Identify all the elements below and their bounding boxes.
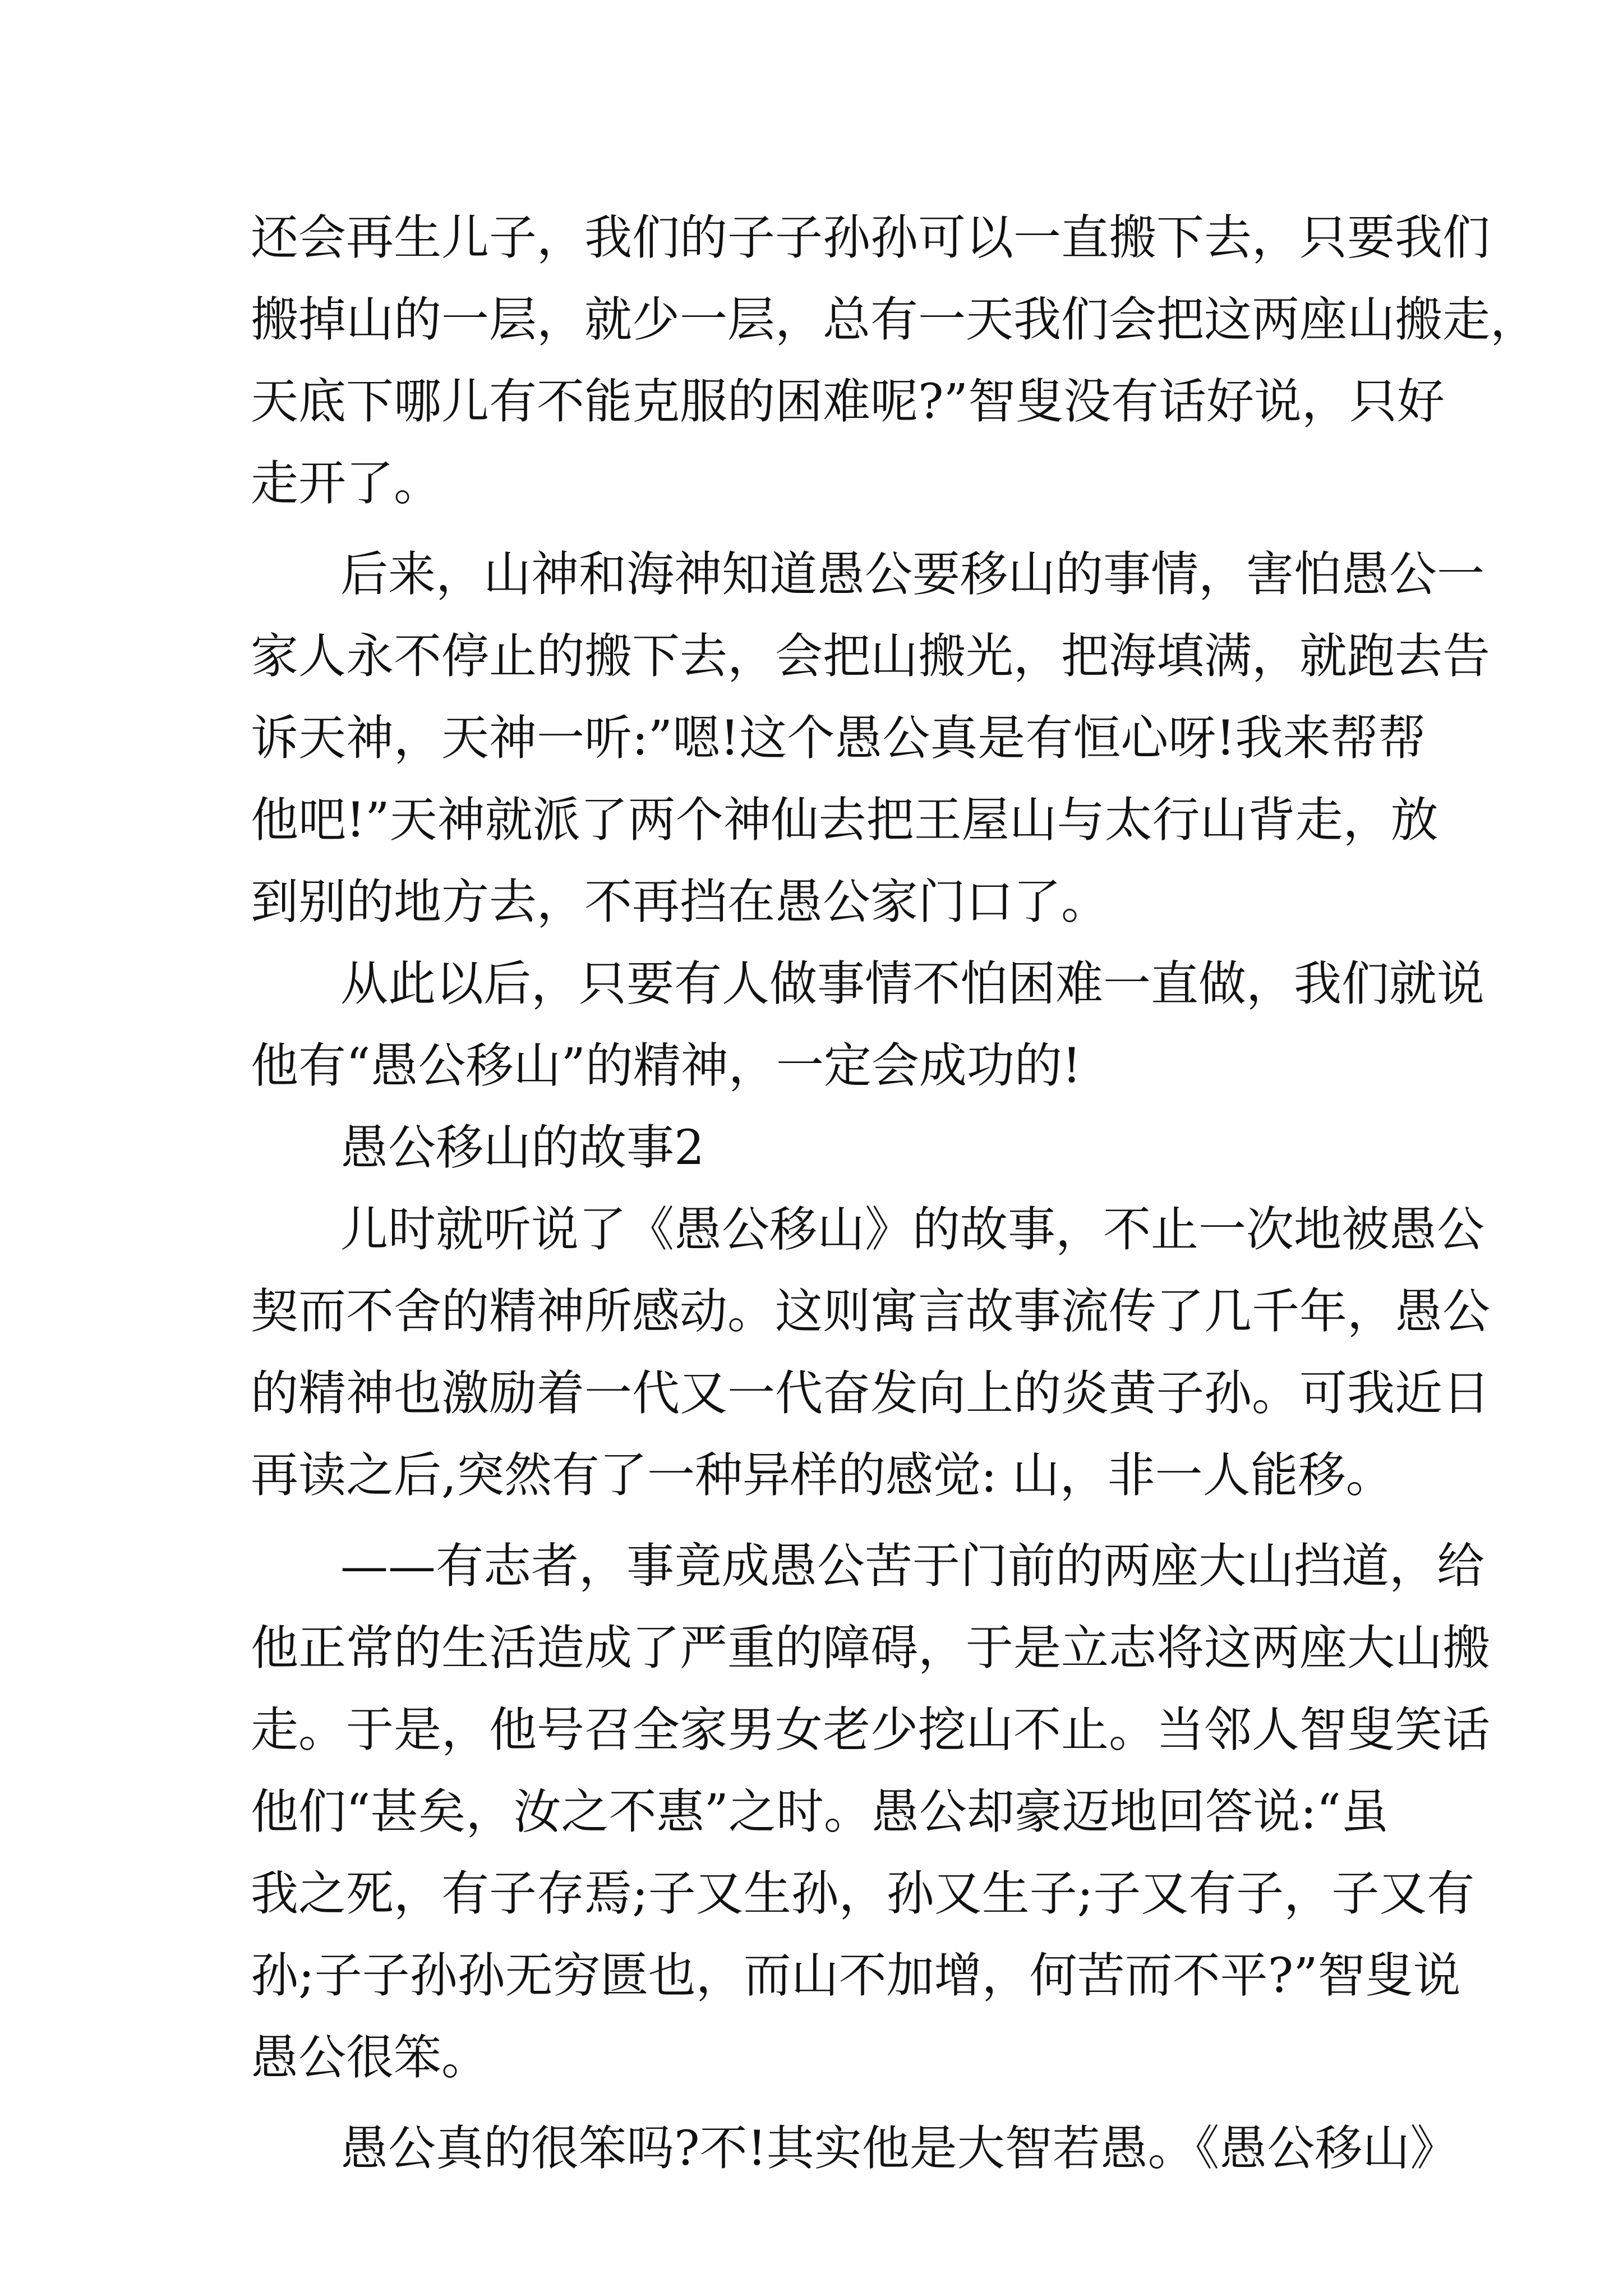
text-line: 他吧!”天神就派了两个神仙去把王屋山与太行山背走，放 [251, 793, 1438, 848]
text-line: 诉天神，天神一听:”嗯!这个愚公真是有恒心呀!我来帮帮 [251, 711, 1426, 766]
text-line: 家人永不停止的搬下去，会把山搬光，把海填满，就跑去告 [251, 629, 1491, 684]
text-line: 愚公很笨。 [251, 2030, 490, 2086]
text-line: 还会再生儿子，我们的子子孙孙可以一直搬下去，只要我们 [251, 210, 1491, 266]
paragraph-4 [251, 1189, 1491, 1517]
paragraph-3 [251, 944, 1485, 1107]
spacer [251, 525, 1389, 534]
text-line: 后来，山神和海神知道愚公要移山的事情，害怕愚公一 [340, 547, 1485, 602]
paragraph-5 [251, 1526, 1491, 2099]
text-line: 走。于是，他号召全家男女老少挖山不止。当邻人智叟笑话 [251, 1703, 1491, 1758]
text-line: 他有“愚公移山”的精神，一定会成功的! [251, 1038, 1082, 1094]
text-line: 我之死，有子存焉;子又生孙，孙又生子;子又有子，子又有 [251, 1866, 1475, 1922]
text-line: 从此以后，只要有人做事情不怕困难一直做，我们就说 [340, 956, 1485, 1012]
text-line: 他们“甚矣，汝之不惠”之时。愚公却豪迈地回答说:“虽 [251, 1784, 1389, 1840]
paragraph-1 [251, 197, 1538, 525]
text-line: 天底下哪儿有不能克服的困难呢?”智叟没有话好说，只好 [251, 374, 1445, 430]
spacer [251, 1517, 1389, 1526]
text-line: 再读之后,突然有了一种异样的感觉: 山，非一人能移。 [251, 1448, 1394, 1503]
spacer [251, 2099, 1389, 2108]
section-title-block [251, 1107, 1389, 1189]
text-line: 愚公真的很笨吗?不!其实他是大智若愚。《愚公移山》 [340, 2121, 1458, 2177]
text-line: 搬掉山的一层，就少一层，总有一天我们会把这两座山搬走， [251, 292, 1538, 348]
text-line: ——有志者，事竟成愚公苦于门前的两座大山挡道，给 [340, 1539, 1485, 1594]
paragraph-2 [251, 534, 1491, 944]
text-line: 走开了。 [251, 456, 442, 512]
text-line: 他正常的生活造成了严重的障碍，于是立志将这两座大山搬 [251, 1621, 1491, 1676]
text-line: 的精神也激励着一代又一代奋发向上的炎黄子孙。可我近日 [251, 1366, 1491, 1421]
section-title: 愚公移山的故事2 [340, 1120, 705, 1176]
text-line: 到别的地方去，不再挡在愚公家门口了。 [251, 875, 1109, 930]
document-body [251, 197, 1538, 2190]
paragraph-6 [251, 2108, 1458, 2190]
text-line: 儿时就听说了《愚公移山》的故事，不止一次地被愚公 [340, 1202, 1485, 1258]
text-line: 孙;子子孙孙无穷匮也，而山不加增，何苦而不平?”智叟说 [251, 1948, 1461, 2004]
text-line: 契而不舍的精神所感动。这则寓言故事流传了几千年，愚公 [251, 1284, 1491, 1340]
